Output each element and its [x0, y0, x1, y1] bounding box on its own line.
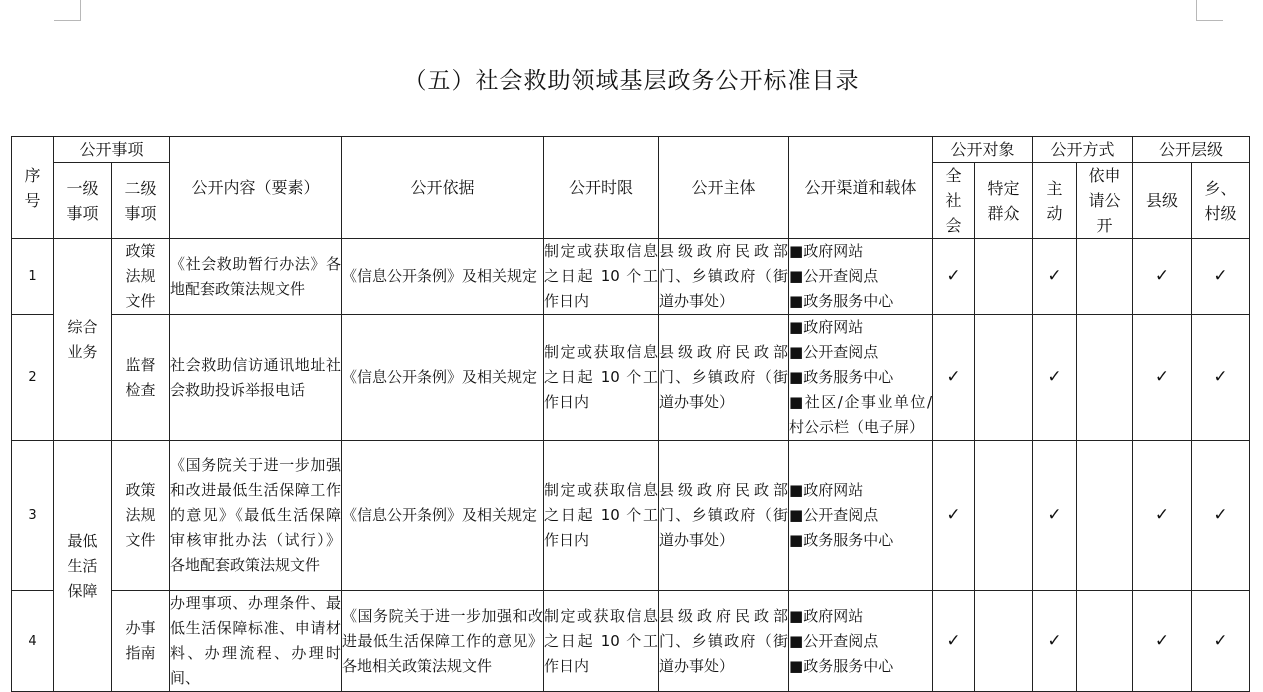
- row-time-limit: 制定或获取信息之日起 10 个工作日内: [544, 239, 659, 315]
- check-mark: ✓: [1192, 315, 1250, 441]
- check-mark: ✓: [1192, 591, 1250, 692]
- header-subject: 公开主体: [659, 137, 789, 239]
- header-matters: 公开事项: [54, 137, 170, 163]
- row-level2: 政策 法规 文件: [112, 441, 170, 591]
- header-method: 公开方式: [1033, 137, 1133, 163]
- row-time-limit: 制定或获取信息之日起 10 个工作日内: [544, 591, 659, 692]
- page-corner-mark-left: [54, 0, 81, 21]
- row-content: 社会救助信访通讯地址社会救助投诉举报电话: [170, 315, 342, 441]
- header-method-apply: 依申 请公 开: [1077, 163, 1133, 239]
- row-content: 《社会救助暂行办法》各地配套政策法规文件: [170, 239, 342, 315]
- row-time-limit: 制定或获取信息之日起 10 个工作日内: [544, 441, 659, 591]
- empty-cell: [975, 239, 1033, 315]
- check-mark: ✓: [1192, 239, 1250, 315]
- row-seq: 1: [12, 239, 54, 315]
- catalog-table: [11, 136, 1250, 692]
- table-row: [12, 441, 1250, 591]
- check-mark: ✓: [1033, 239, 1077, 315]
- row-time-limit: 制定或获取信息之日起 10 个工作日内: [544, 315, 659, 441]
- row-content: 《国务院关于进一步加强和改进最低生活保障工作的意见》《最低生活保障审核审批办法（试行）》各地配套政策法规文件: [170, 441, 342, 591]
- empty-cell: [975, 441, 1033, 591]
- row-level2: 监督 检查: [112, 315, 170, 441]
- check-mark: ✓: [1033, 315, 1077, 441]
- row-subject: 县级政府民政部门、乡镇政府（街道办事处）: [659, 441, 789, 591]
- empty-cell: [975, 315, 1033, 441]
- row-basis: 《国务院关于进一步加强和改进最低生活保障工作的意见》各地相关政策法规文件: [342, 591, 544, 692]
- header-level: 公开层级: [1133, 137, 1250, 163]
- row-seq: 4: [12, 591, 54, 692]
- group-cell: 最低 生活 保障: [54, 441, 112, 692]
- header-level2: 二级 事项: [112, 163, 170, 239]
- header-row-top: [12, 137, 1250, 163]
- check-mark: ✓: [933, 591, 975, 692]
- empty-cell: [1077, 239, 1133, 315]
- empty-cell: [975, 591, 1033, 692]
- row-basis: 《信息公开条例》及相关规定: [342, 315, 544, 441]
- row-content: 办理事项、办理条件、最低生活保障标准、申请材料、办理流程、办理时间、: [170, 591, 342, 692]
- empty-cell: [1077, 591, 1133, 692]
- header-target: 公开对象: [933, 137, 1033, 163]
- check-mark: ✓: [933, 239, 975, 315]
- row-seq: 3: [12, 441, 54, 591]
- empty-cell: [1077, 441, 1133, 591]
- group-cell: 综合 业务: [54, 239, 112, 441]
- header-method-active: 主 动: [1033, 163, 1077, 239]
- check-mark: ✓: [1133, 591, 1192, 692]
- row-subject: 县级政府民政部门、乡镇政府（街道办事处）: [659, 315, 789, 441]
- page-corner-mark-right: [1196, 0, 1223, 21]
- check-mark: ✓: [1133, 239, 1192, 315]
- check-mark: ✓: [1133, 441, 1192, 591]
- header-channel: 公开渠道和载体: [789, 137, 933, 239]
- check-mark: ✓: [1133, 315, 1192, 441]
- header-level1: 一级 事项: [54, 163, 112, 239]
- header-target-all: 全 社 会: [933, 163, 975, 239]
- document-title: （五）社会救助领域基层政务公开标准目录: [403, 68, 860, 94]
- check-mark: ✓: [933, 441, 975, 591]
- header-target-specific: 特定 群众: [975, 163, 1033, 239]
- row-subject: 县级政府民政部门、乡镇政府（街道办事处）: [659, 239, 789, 315]
- empty-cell: [1077, 315, 1133, 441]
- row-channels: ■政府网站 ■公开查阅点 ■政务服务中心: [789, 239, 933, 315]
- table-row: [12, 591, 1250, 692]
- row-basis: 《信息公开条例》及相关规定: [342, 441, 544, 591]
- check-mark: ✓: [1192, 441, 1250, 591]
- table-row: [12, 239, 1250, 315]
- row-channels: ■政府网站 ■公开查阅点 ■政务服务中心: [789, 441, 933, 591]
- row-seq: 2: [12, 315, 54, 441]
- row-level2: 政策 法规 文件: [112, 239, 170, 315]
- header-level-town: 乡、 村级: [1192, 163, 1250, 239]
- check-mark: ✓: [933, 315, 975, 441]
- row-level2: 办事 指南: [112, 591, 170, 692]
- check-mark: ✓: [1033, 441, 1077, 591]
- row-basis: 《信息公开条例》及相关规定: [342, 239, 544, 315]
- row-channels: ■政府网站 ■公开查阅点 ■政务服务中心 ■社区/企事业单位/村公示栏（电子屏）: [789, 315, 933, 441]
- table-row: [12, 315, 1250, 441]
- header-time-limit: 公开时限: [544, 137, 659, 239]
- row-subject: 县级政府民政部门、乡镇政府（街道办事处）: [659, 591, 789, 692]
- header-level-county: 县级: [1133, 163, 1192, 239]
- header-basis: 公开依据: [342, 137, 544, 239]
- header-content: 公开内容（要素）: [170, 137, 342, 239]
- check-mark: ✓: [1033, 591, 1077, 692]
- header-seq: 序 号: [12, 137, 54, 239]
- row-channels: ■政府网站 ■公开查阅点 ■政务服务中心: [789, 591, 933, 692]
